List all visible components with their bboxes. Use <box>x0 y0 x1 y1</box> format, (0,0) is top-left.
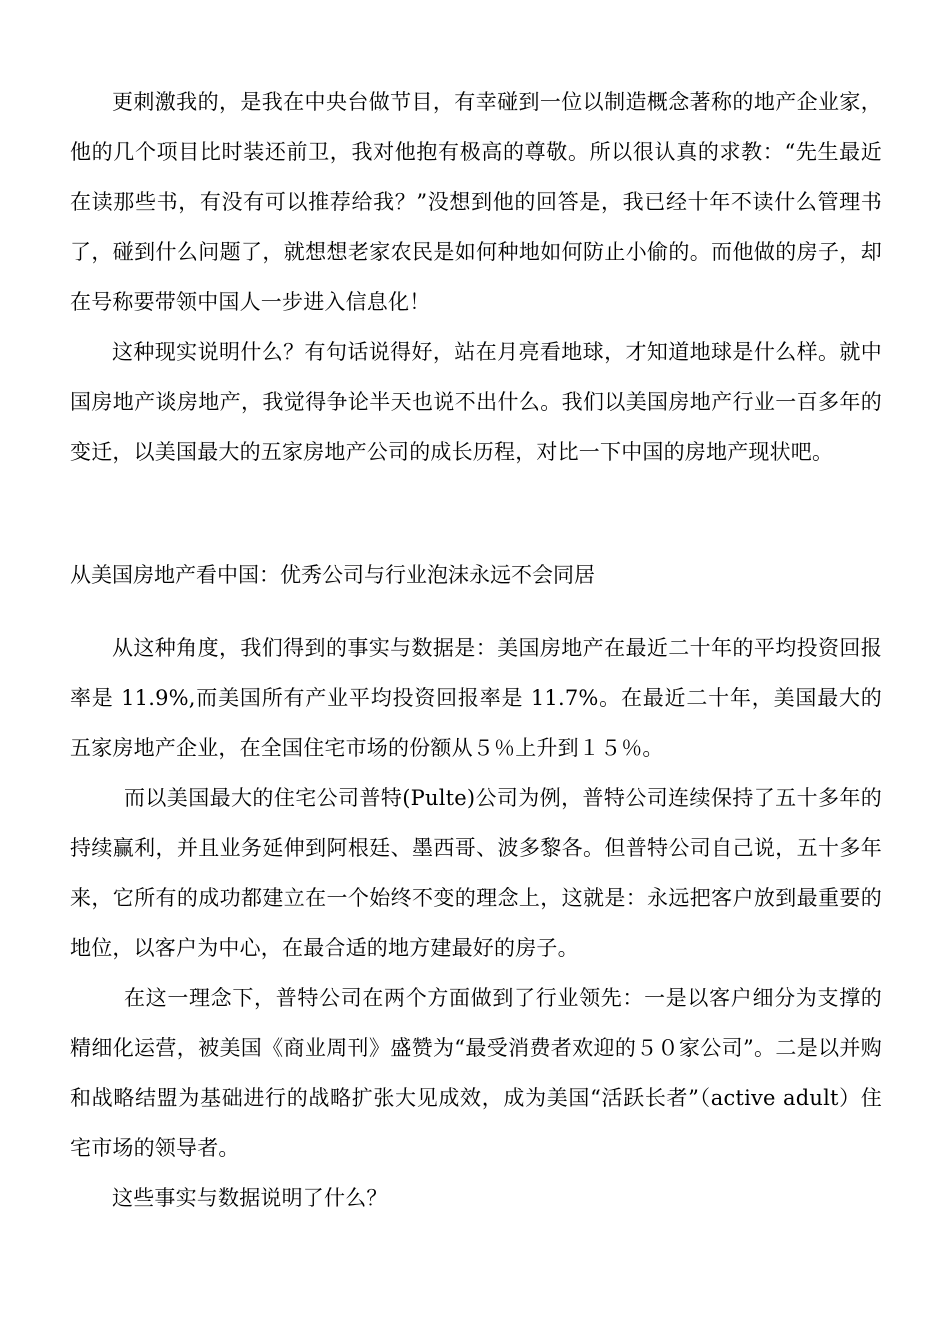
paragraph-pulte-leadership: 在这一理念下，普特公司在两个方面做到了行业领先：一是以客户细分为支撑的精细化运营，被美国《商业周刊》盛赞为“最受消费者欢迎的５０家公司”。二是以并购和战略结盟为基础进行的战略扩张大见成效，成为美国“活跃长者”（active adult）住宅市场的领导者。 <box>70 986 882 1160</box>
paragraph-moon-earth-analogy: 这种现实说明什么？有句话说得好，站在月亮看地球，才知道地球是什么样。就中国房地产谈房地产，我觉得争论半天也说不出什么。我们以美国房地产行业一百多年的变迁，以美国最大的五家房地产公司的成长历程，对比一下中国的房地产现状吧。 <box>70 340 882 464</box>
paragraph-pulte-example: 而以美国最大的住宅公司普特(Pulte)公司为例，普特公司连续保持了五十多年的持续赢利，并且业务延伸到阿根廷、墨西哥、波多黎各。但普特公司自己说，五十多年来，它所有的成功都建立在一个始终不变的理念上，这就是：永远把客户放到最重要的地位，以客户为中心，在最合适的地方建最好的房子。 <box>70 786 882 960</box>
section-heading: 从美国房地产看中国：优秀公司与行业泡沫永远不会同居 <box>70 563 595 587</box>
paragraph-interview-anecdote: 更刺激我的，是我在中央台做节目，有幸碰到一位以制造概念著称的地产企业家，他的几个项目比时装还前卫，我对他抱有极高的尊敬。所以很认真的求教：“先生最近在读那些书，有没有可以推荐给我？”没想到他的回答是，我已经十年不读什么管理书了，碰到什么问题了，就想想老家农民是如何种地如何防止小偷的。而他做的房子，却在号称要带领中国人一步进入信息化！ <box>70 90 882 314</box>
paragraph-return-statistics: 从这种角度，我们得到的事实与数据是：美国房地产在最近二十年的平均投资回报率是 11.9%,而美国所有产业平均投资回报率是 11.7%。在最近二十年，美国最大的五家房地产企业，在全国住宅市场的份额从５％上升到１５％。 <box>70 636 882 760</box>
paragraph-closing-question: 这些事实与数据说明了什么？ <box>112 1186 388 1210</box>
